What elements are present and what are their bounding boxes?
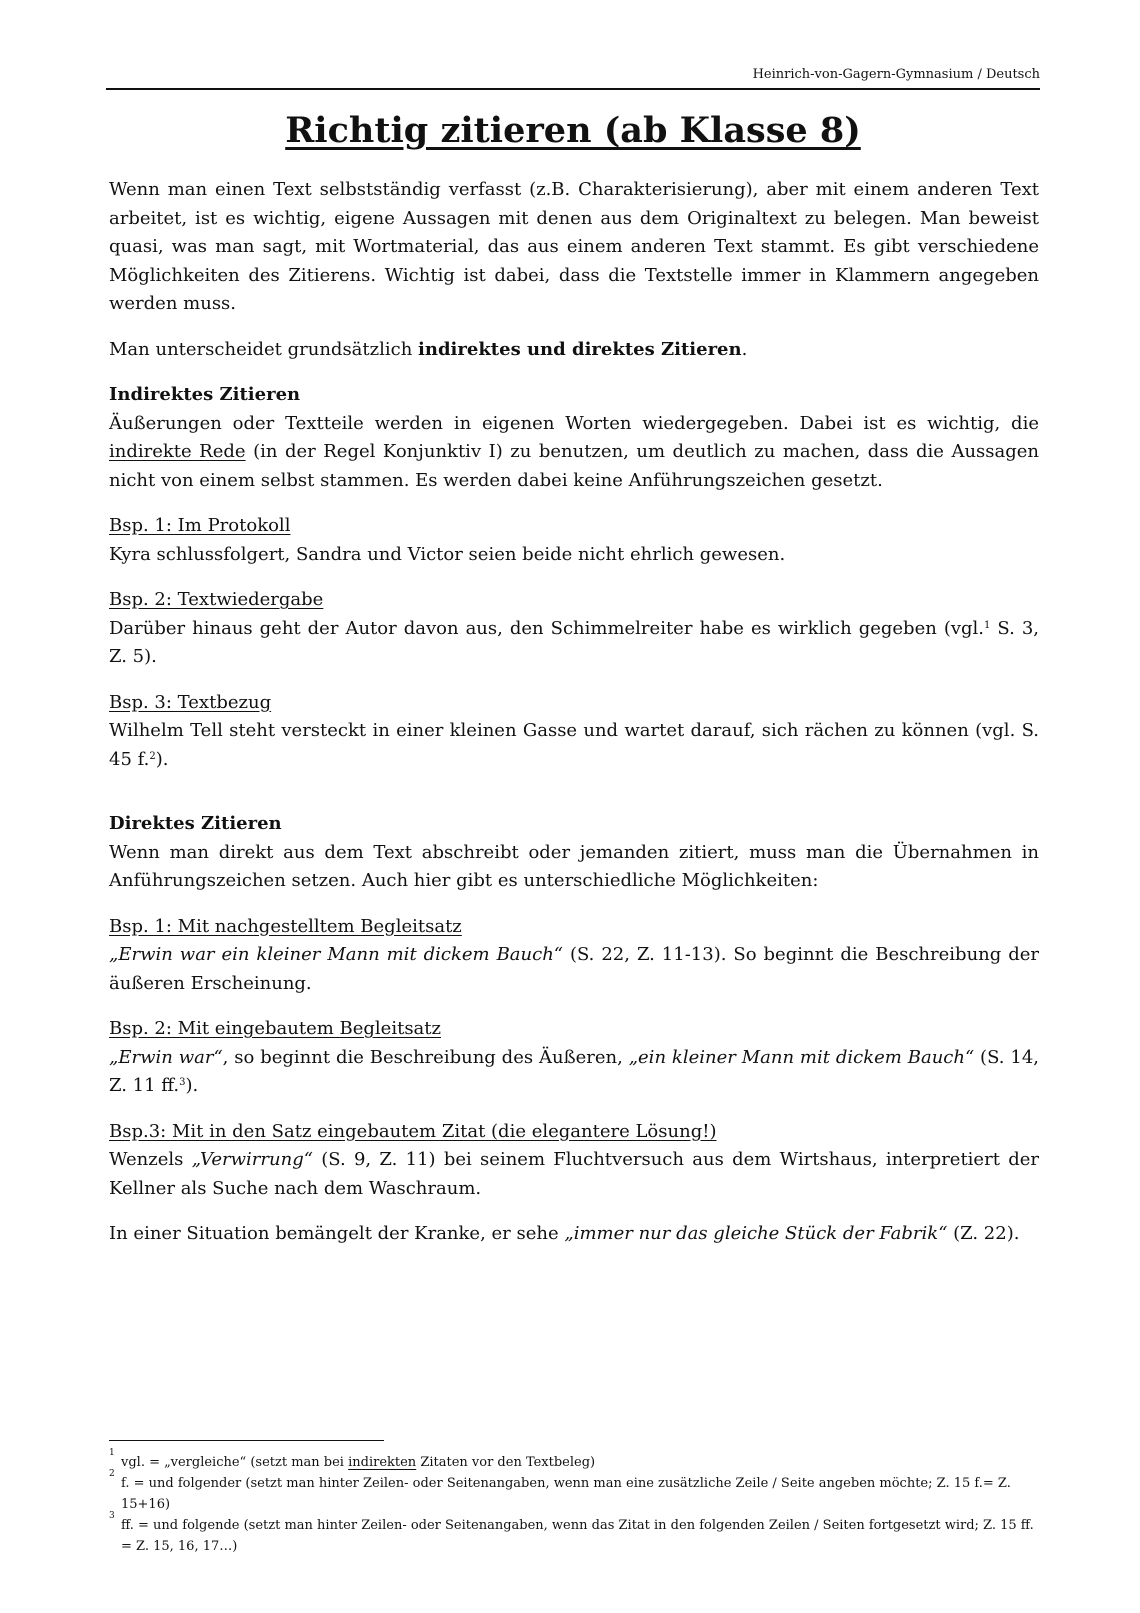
summary-end: . — [741, 338, 748, 360]
direct-heading: Direktes Zitieren — [109, 813, 282, 834]
example-text: Wenzels — [109, 1149, 192, 1170]
footnote-underlined: indirekten — [348, 1455, 417, 1470]
indirect-example-1 — [109, 512, 1039, 569]
footnote-number: 1 — [109, 1448, 115, 1458]
footnote-1 — [109, 1448, 1041, 1473]
summary-text: Man unterscheidet grundsätzlich — [109, 338, 419, 360]
indirect-example-2 — [109, 586, 1039, 672]
quote: „immer nur das gleiche Stück der Fabrik“ — [564, 1223, 948, 1244]
example-label: Bsp.3: Mit in den Satz eingebautem Zitat (die elegantere Lösung!) — [109, 1120, 717, 1142]
footnote-text: ff. = und folgende (setzt man hinter Zeilen- oder Seitenangaben, wenn das Zitat in den folgenden Zeilen / Seiten fortgesetzt wird; Z. 15 ff. = Z. 15, 16, 17…) — [121, 1518, 1034, 1554]
direct-section — [109, 810, 1039, 896]
indirect-text-a: Äußerungen oder Textteile werden in eigenen Worten wiedergegeben. Dabei ist es wichtig, die — [109, 412, 1039, 434]
indirect-text-b: (in der Regel Konjunktiv I) zu benutzen, um deutlich zu machen, dass die Aussagen nicht von einem selbst stammen. Es werden dabei keine Anführungszeichen gesetzt. — [109, 441, 1040, 491]
example-text-end: ). — [155, 748, 169, 770]
direct-text: Wenn man direkt aus dem Text abschreibt oder jemanden zitiert, muss man die Übernahmen in Anführungszeichen setzen. Auch hier gibt es unterschiedliche Möglichkeiten: — [109, 841, 1039, 891]
footnotes — [109, 1448, 1041, 1557]
intro-paragraph — [109, 176, 1039, 319]
footnote-divider — [109, 1440, 384, 1441]
example-label: Bsp. 3: Textbezug — [109, 691, 272, 713]
example-text: In einer Situation bemängelt der Kranke, er sehe — [109, 1223, 565, 1244]
example-text: Wilhelm Tell steht versteckt in einer kleinen Gasse und wartet darauf, sich rächen zu können (vgl. S. 45 f. — [109, 720, 1039, 770]
intro-text: Wenn man einen Text selbstständig verfasst (z.B. Charakterisierung), aber mit einem anderen Text arbeitet, ist es wichtig, eigene Aussagen mit denen aus dem Originaltext zu belegen. Man beweist quasi, was man sagt, mit Wortmaterial, das aus einem anderen Text stammt. Es gibt verschiedene Möglichkeiten des Zitierens. Wichtig ist dabei, dass die Textstelle immer in Klammern angegeben werden muss. — [109, 179, 1039, 314]
quote: „Verwirrung“ — [191, 1149, 313, 1170]
direct-example-4 — [109, 1220, 1039, 1249]
footnote-ref: 3 — [179, 1077, 186, 1088]
example-text: (S. 22, Z. 11-13). So beginnt die Beschreibung der äußeren Erscheinung. — [109, 944, 1040, 994]
indirect-example-3 — [109, 689, 1039, 775]
example-text: Darüber hinaus geht der Autor davon aus, den Schimmelreiter habe es wirklich gegeben (vgl. — [109, 617, 985, 639]
example-label: Bsp. 2: Textwiedergabe — [109, 589, 324, 610]
page-header: Heinrich-von-Gagern-Gymnasium / Deutsch — [752, 67, 1040, 82]
direct-example-3 — [109, 1118, 1039, 1204]
example-label: Bsp. 1: Mit nachgestelltem Begleitsatz — [109, 915, 462, 937]
indirect-speech-term: indirekte Rede — [109, 441, 246, 462]
summary-bold: indirektes und direktes Zitieren — [418, 338, 742, 360]
indirect-heading: Indirektes Zitieren — [109, 384, 301, 405]
direct-example-1 — [109, 913, 1039, 999]
direct-example-2 — [109, 1015, 1039, 1101]
example-text: , so beginnt die Beschreibung des Äußeren, — [222, 1046, 629, 1068]
footnote-ref: 1 — [984, 619, 991, 631]
footnote-text: f. = und folgender (setzt man hinter Zeilen- oder Seitenangaben, wenn man eine zusätzliche Zeile / Seite angeben möchte; Z. 15 f.= Z. 15+16) — [121, 1476, 1011, 1512]
example-text: (S. 9, Z. 11) bei seinem Fluchtversuch aus dem Wirtshaus, interpretiert der Kellner als Suche nach dem Waschraum. — [109, 1149, 1039, 1199]
footnote-3 — [109, 1511, 1041, 1557]
quote: „ein kleiner Mann mit dickem Bauch“ — [628, 1046, 975, 1068]
intro-summary — [109, 336, 1039, 365]
footnote-2 — [109, 1469, 1041, 1515]
example-label: Bsp. 2: Mit eingebautem Begleitsatz — [109, 1018, 441, 1039]
example-text: Kyra schlussfolgert, Sandra und Victor seien beide nicht ehrlich gewesen. — [109, 543, 786, 565]
example-text-end: ). — [185, 1075, 199, 1096]
quote: „Erwin war“ — [109, 1046, 223, 1068]
header-divider — [106, 88, 1040, 90]
quote: „Erwin war ein kleiner Mann mit dickem Bauch“ — [109, 944, 564, 965]
example-label: Bsp. 1: Im Protokoll — [109, 515, 291, 536]
indirect-section — [109, 381, 1039, 495]
footnote-number: 3 — [109, 1511, 115, 1521]
footnote-text-end: Zitaten vor den Textbeleg) — [416, 1455, 596, 1470]
example-text-end: (Z. 22). — [947, 1223, 1020, 1244]
document-title: Richtig zitieren (ab Klasse 8) — [285, 110, 861, 151]
footnote-number: 2 — [109, 1469, 115, 1479]
example-text: (S. 14, Z. 11 ff. — [109, 1046, 1039, 1096]
document-body — [109, 176, 1039, 1249]
footnote-ref: 2 — [149, 750, 156, 762]
footnote-text: vgl. = „vergleiche“ (setzt man bei — [121, 1455, 349, 1470]
example-text-end: S. 3, Z. 5). — [109, 617, 1039, 667]
